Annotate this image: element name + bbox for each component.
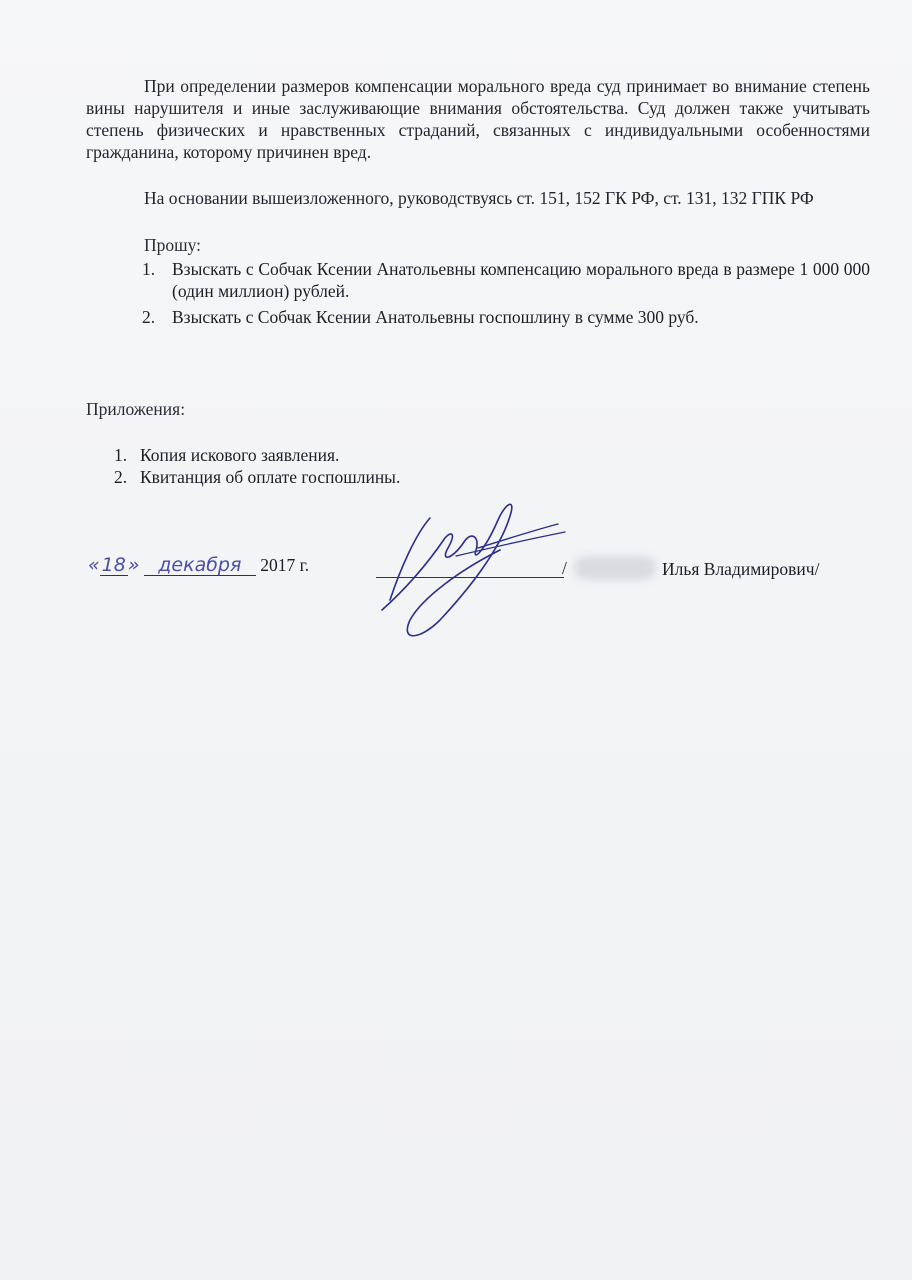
request-item-number: 2. bbox=[142, 307, 156, 327]
handwritten-signature bbox=[360, 490, 570, 650]
date-year: 2017 г. bbox=[260, 555, 310, 575]
appendix-label: Приложения: bbox=[86, 399, 186, 419]
signature-slash: / bbox=[562, 558, 567, 578]
request-item-number: 1. bbox=[142, 259, 156, 279]
appendix-item-number: 1. bbox=[114, 445, 128, 465]
paragraph-legal-basis: На основании вышеизложенного, руководствуясь ст. 151, 152 ГК РФ, ст. 131, 132 ГПК РФ bbox=[144, 188, 814, 208]
date-month-handwritten: декабря bbox=[144, 555, 256, 576]
appendix-item-text: Копия искового заявления. bbox=[140, 445, 340, 465]
paragraph-compensation: При определении размеров компенсации морального вреда суд принимает во внимание степень вины нарушителя и иные заслуживающие внимания обстоятельства. Суд должен также учитывать степень физических и нравственных страданий, связанных с индивидуальными особенностями гражданина, которому причинен вред. bbox=[86, 76, 870, 162]
appendix-item-number: 2. bbox=[114, 467, 128, 487]
request-item-text: Взыскать с Собчак Ксении Анатольевны компенсацию морального вреда в размере 1 000 000 (один миллион) рублей. bbox=[172, 259, 870, 301]
request-label: Прошу: bbox=[144, 235, 201, 255]
date-line bbox=[88, 554, 309, 576]
request-item bbox=[142, 306, 870, 328]
appendix-item bbox=[114, 466, 614, 488]
date-quote-open: « bbox=[88, 554, 100, 576]
request-list bbox=[142, 258, 870, 332]
appendix-list bbox=[114, 444, 614, 488]
redacted-surname bbox=[574, 556, 656, 580]
date-quote-close: » bbox=[127, 554, 140, 576]
date-day-handwritten: 18 bbox=[101, 554, 126, 576]
request-item-text: Взыскать с Собчак Ксении Анатольевны госпошлину в сумме 300 руб. bbox=[172, 307, 699, 327]
appendix-item bbox=[114, 444, 614, 466]
signer-name: Илья Владимирович/ bbox=[662, 559, 820, 579]
request-item bbox=[142, 258, 870, 302]
appendix-item-text: Квитанция об оплате госпошлины. bbox=[140, 467, 401, 487]
